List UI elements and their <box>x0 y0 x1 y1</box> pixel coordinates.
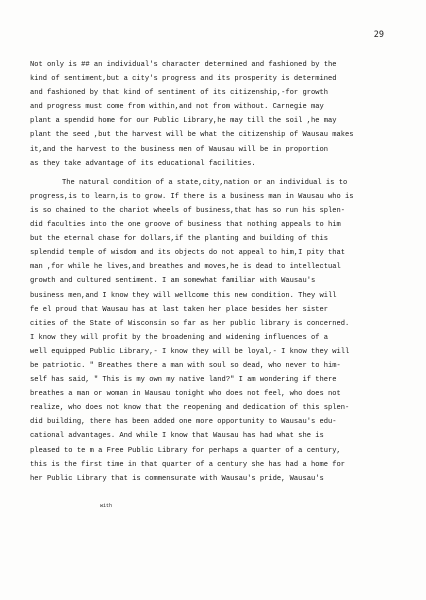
text-line: The natural condition of a state,city,nation or an individual is to <box>62 178 348 187</box>
text-line: it,and the harvest to the business men of Wausau will be in proportion <box>30 145 328 154</box>
text-line: cities of the State of Wisconsin so far as her public library is concerned. <box>30 319 350 328</box>
text-line: did building, there has been added one more opportunity to Wausau's edu- <box>30 418 337 427</box>
body-text <box>30 58 420 486</box>
text-line: breathes a man or woman in Wausau tonight who does not feel, who does not <box>30 390 341 399</box>
text-line: and progress must come from within,and not from without. Carnegie may <box>30 103 324 112</box>
text-line: business men,and I know they will wellcome this new condition. They will <box>30 291 337 300</box>
text-line: but the eternal chase for dollars,if the planting and building of this <box>30 235 328 244</box>
text-line: plant a spendid home for our Public Library,he may till the soil ,he may <box>30 117 337 126</box>
text-line: pleased to te m a Free Public Library for perhaps a quarter of a century, <box>30 446 341 455</box>
text-line: fe el proud that Wausau has at last taken her place besides her sister <box>30 305 328 314</box>
text-line: cational advantages. And while I know that Wausau has had what she is <box>30 432 324 441</box>
text-line: I know they will profit by the broadening and widening influences of a <box>30 333 328 342</box>
text-line: did faculties into the one groove of business that nothing appeals to him <box>30 221 341 230</box>
text-line: her Public Library that is commensurate with Wausau's pride, Wausau's <box>30 474 324 483</box>
paragraph <box>30 176 420 486</box>
text-line: splendid temple of wisdom and its objects do not appeal to him,I pity that <box>30 249 346 258</box>
text-line: growth and cultured sentiment. I am somewhat familiar with Wausau's <box>30 277 316 286</box>
paragraph <box>30 58 420 171</box>
text-line: Not only is ## an individual's character determined and fashioned by the <box>30 61 337 69</box>
text-line: self has said, " This is my own my native land?" I am wondering if there <box>30 376 337 385</box>
text-line: realize, who does not know that the reopening and dedication of this splen- <box>30 404 350 413</box>
text-line: this is the first time in that quarter of a century she has had a home for <box>30 460 346 469</box>
text-line: well equipped Public Library,- I know they will be loyal,- I know they will <box>30 347 350 356</box>
page-number: 29 <box>373 30 384 40</box>
handwritten-insertion: with <box>100 503 113 509</box>
text-line: man ,for while he lives,and breathes and moves,he is dead to intellectual <box>30 263 341 272</box>
text-line: progress,is to learn,is to grow. If there is a business man in Wausau who is <box>30 192 354 201</box>
text-line: is so chained to the chariot wheels of business,that has so run his splen- <box>30 206 346 215</box>
text-line: as they take advantage of its educational facilities. <box>30 159 256 168</box>
text-line: and fashioned by that kind of sentiment of its citizenship,-for growth <box>30 89 328 98</box>
text-line: kind of sentiment,but a city's progress and its prosperity is determined <box>30 75 337 84</box>
text-line: be patriotic. " Breathes there a man with soul so dead, who never to him- <box>30 361 341 370</box>
text-line: plant the seed ,but the harvest will be what the citizenship of Wausau makes <box>30 131 354 140</box>
